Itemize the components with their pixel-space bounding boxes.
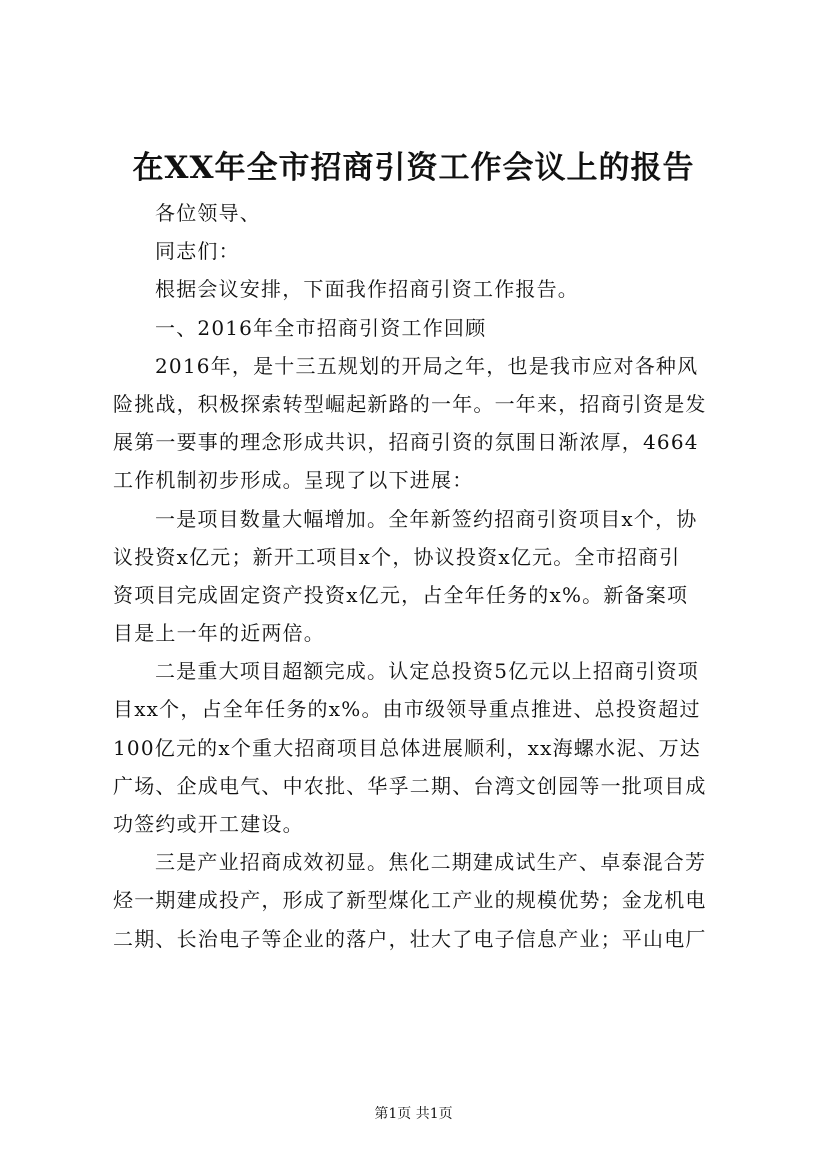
paragraph-line: 一、2016年全市招商引资工作回顾 — [155, 315, 487, 340]
paragraph-line: 工作机制初步形成。呈现了以下进展： — [113, 468, 474, 493]
page-footer: 第1页 共1页 — [374, 1106, 453, 1122]
paragraph-line: 100亿元的x个重大招商项目总体进展顺利，xx海螺水泥、万达 — [113, 735, 702, 760]
paragraph-line: 功签约或开工建设。 — [113, 812, 304, 836]
paragraph-line: 二期、长治电子等企业的落户，壮大了电子信息产业；平山电厂 — [113, 926, 707, 951]
paragraph-line: 三是产业招商成效初显。焦化二期建成试生产、卓泰混合芳 — [155, 850, 707, 875]
paragraph-line: 同志们： — [155, 239, 240, 264]
paragraph-line: 一是项目数量大幅增加。全年新签约招商引资项目x个，协 — [155, 506, 698, 531]
paragraph-line: 2016年，是十三五规划的开局之年，也是我市应对各种风 — [155, 353, 699, 378]
paragraph-line: 展第一要事的理念形成共识，招商引资的氛围日渐浓厚，4664 — [113, 430, 699, 455]
paragraph-line: 目是上一年的近两倍。 — [113, 621, 325, 646]
paragraph-line: 议投资x亿元；新开工项目x个，协议投资x亿元。全市招商引 — [113, 544, 681, 569]
paragraph-line: 烃一期建成投产，形成了新型煤化工产业的规模优势；金龙机电 — [113, 888, 707, 913]
document-body — [113, 168, 718, 958]
paragraph-line: 二是重大项目超额完成。认定总投资5亿元以上招商引资项 — [155, 659, 699, 684]
document-title: 在XX年全市招商引资工作会议上的报告 — [132, 150, 695, 186]
paragraph-line: 根据会议安排，下面我作招商引资工作报告。 — [155, 277, 579, 302]
paragraph-line: 目xx个，占全年任务的x%。由市级领导重点推进、总投资超过 — [113, 697, 701, 722]
paragraph-line: 险挑战，积极探索转型崛起新路的一年。一年来，招商引资是发 — [113, 391, 707, 416]
paragraph-line: 广场、企成电气、中农批、华孚二期、台湾文创园等一批项目成 — [113, 773, 707, 798]
paragraph-line: 资项目完成固定资产投资x亿元，占全年任务的x%。新备案项 — [113, 582, 689, 607]
paragraph-line: 各位领导、 — [155, 201, 261, 225]
